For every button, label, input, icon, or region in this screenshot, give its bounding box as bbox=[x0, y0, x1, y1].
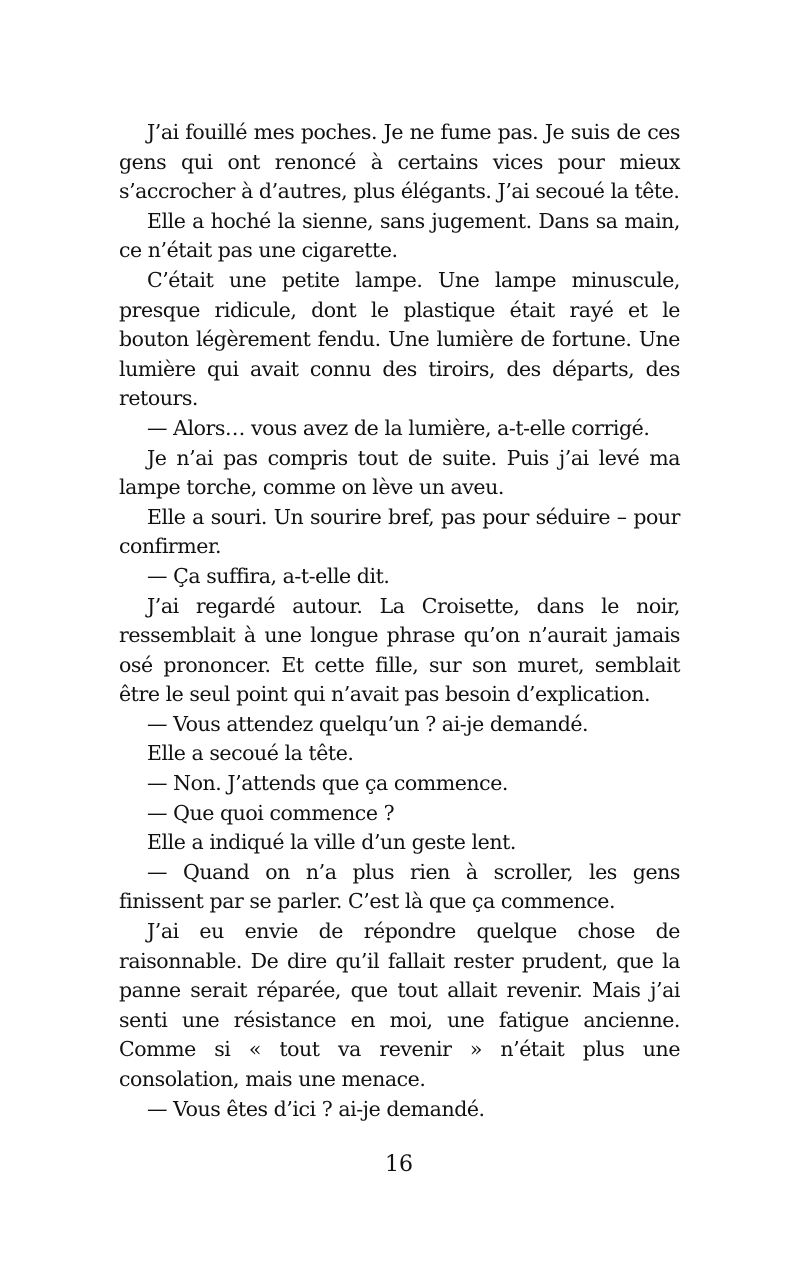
paragraph: J’ai eu envie de répondre quelque chose de raisonnable. De dire qu’il fallait rester prudent, que la panne serait réparée, que tout allait revenir. Mais j’ai senti une résistance en moi, une fatigue ancienne. Comme si « tout va revenir » n’était plus une consolation, mais une menace. bbox=[119, 919, 680, 1091]
paragraph: Elle a secoué la tête. bbox=[147, 741, 354, 766]
dialogue-line: — Alors… vous avez de la lumière, a-t-elle corrigé. bbox=[147, 415, 650, 440]
dialogue-line: — Que quoi commence ? bbox=[147, 800, 395, 825]
paragraph: J’ai regardé autour. La Croisette, dans le noir, ressemblait à une longue phrase qu’on n’aurait jamais osé prononcer. Et cette fille, sur son muret, semblait être le seul point qui n’avait pas besoin d’explication. bbox=[119, 593, 680, 707]
dialogue-line: — Vous êtes d’ici ? ai-je demandé. bbox=[147, 1096, 485, 1121]
page-number: 16 bbox=[385, 1152, 413, 1177]
paragraph: Je n’ai pas compris tout de suite. Puis j’ai levé ma lampe torche, comme on lève un aveu. bbox=[119, 445, 680, 500]
page-body bbox=[119, 118, 680, 1124]
paragraph: Elle a indiqué la ville d’un geste lent. bbox=[147, 830, 516, 855]
dialogue-line: — Non. J’attends que ça commence. bbox=[147, 771, 508, 796]
dialogue-line: — Ça suffira, a-t-elle dit. bbox=[147, 563, 390, 588]
paragraph: Elle a hoché la sienne, sans jugement. Dans sa main, ce n’était pas une cigarette. bbox=[119, 208, 680, 263]
paragraph: C’était une petite lampe. Une lampe minuscule, presque ridicule, dont le plastique était rayé et le bouton légèrement fendu. Une lumière de fortune. Une lumière qui avait connu des tiroirs, des départs, des retours. bbox=[119, 267, 680, 411]
dialogue-line: — Quand on n’a plus rien à scroller, les gens finissent par se parler. C’est là que ça commence. bbox=[119, 859, 680, 914]
paragraph: J’ai fouillé mes poches. Je ne fume pas. Je suis de ces gens qui ont renoncé à certains vices pour mieux s’accrocher à d’autres, plus élégants. J’ai secoué la tête. bbox=[119, 120, 680, 204]
paragraph: Elle a souri. Un sourire bref, pas pour séduire – pour confirmer. bbox=[119, 504, 680, 559]
dialogue-line: — Vous attendez quelqu’un ? ai-je demandé. bbox=[147, 711, 589, 736]
